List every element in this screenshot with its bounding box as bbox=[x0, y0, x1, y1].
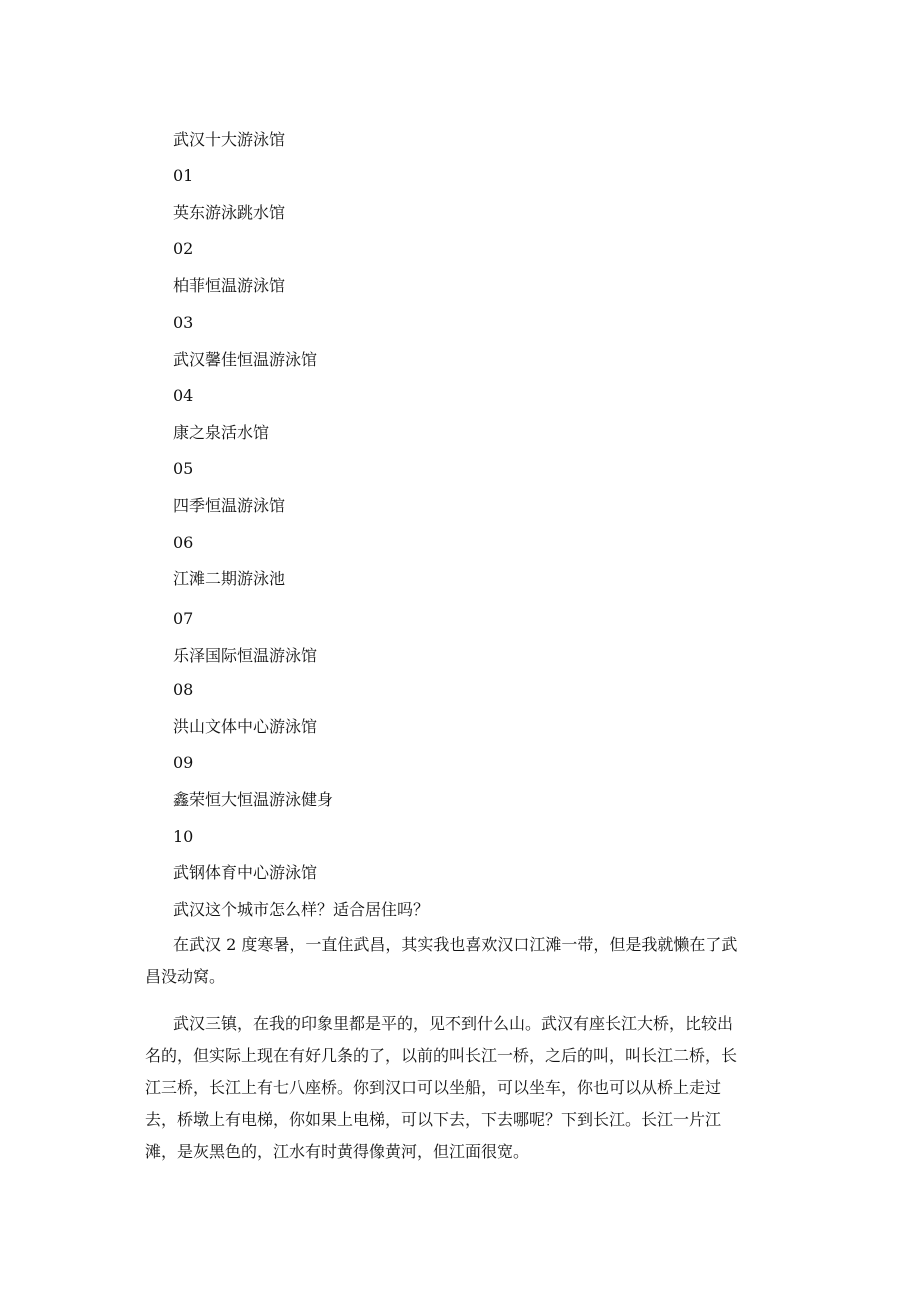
paragraph-line: 在武汉 2 度寒暑，一直住武昌，其实我也喜欢汉口江滩一带，但是我就懒在了武 bbox=[173, 935, 738, 954]
list-item-number: 09 bbox=[173, 753, 194, 772]
list-item-number: 07 bbox=[173, 609, 194, 628]
list-item-name: 鑫荣恒大恒温游泳健身 bbox=[173, 790, 334, 809]
list-item-name: 洪山文体中心游泳馆 bbox=[173, 717, 318, 736]
list-item-number: 03 bbox=[173, 313, 194, 332]
list-item-number: 01 bbox=[173, 166, 194, 185]
paragraph bbox=[145, 929, 773, 993]
list-item-number: 08 bbox=[173, 680, 194, 699]
paragraph-line: 去，桥墩上有电梯，你如果上电梯，可以下去，下去哪呢？下到长江。长江一片江 bbox=[145, 1110, 722, 1129]
list-item-name: 武钢体育中心游泳馆 bbox=[173, 863, 318, 882]
list-item-number: 02 bbox=[173, 239, 194, 258]
list-item-number: 05 bbox=[173, 459, 194, 478]
paragraph-line: 江三桥，长江上有七八座桥。你到汉口可以坐船，可以坐车，你也可以从桥上走过 bbox=[145, 1078, 722, 1097]
list-item-name: 江滩二期游泳池 bbox=[173, 569, 286, 588]
list-item-name: 英东游泳跳水馆 bbox=[173, 203, 286, 222]
paragraph bbox=[145, 1008, 773, 1168]
list-item-name: 康之泉活水馆 bbox=[173, 423, 270, 442]
document-title: 武汉十大游泳馆 bbox=[173, 130, 286, 149]
list-item-number: 10 bbox=[173, 827, 194, 846]
list-item-number: 04 bbox=[173, 386, 194, 405]
list-item-name: 柏菲恒温游泳馆 bbox=[173, 276, 286, 295]
paragraph-line: 名的，但实际上现在有好几条的了，以前的叫长江一桥，之后的叫，叫长江二桥，长 bbox=[145, 1046, 738, 1065]
paragraph-line: 滩，是灰黑色的，江水有时黄得像黄河，但江面很宽。 bbox=[145, 1142, 530, 1161]
paragraph-line: 武汉三镇，在我的印象里都是平的，见不到什么山。武汉有座长江大桥，比较出 bbox=[173, 1014, 734, 1033]
list-item-name: 武汉馨佳恒温游泳馆 bbox=[173, 350, 318, 369]
section-question: 武汉这个城市怎么样？适合居住吗？ bbox=[173, 900, 430, 919]
list-item-name: 四季恒温游泳馆 bbox=[173, 496, 286, 515]
list-item-number: 06 bbox=[173, 533, 194, 552]
paragraph-line: 昌没动窝。 bbox=[145, 967, 226, 986]
list-item-name: 乐泽国际恒温游泳馆 bbox=[173, 646, 318, 665]
